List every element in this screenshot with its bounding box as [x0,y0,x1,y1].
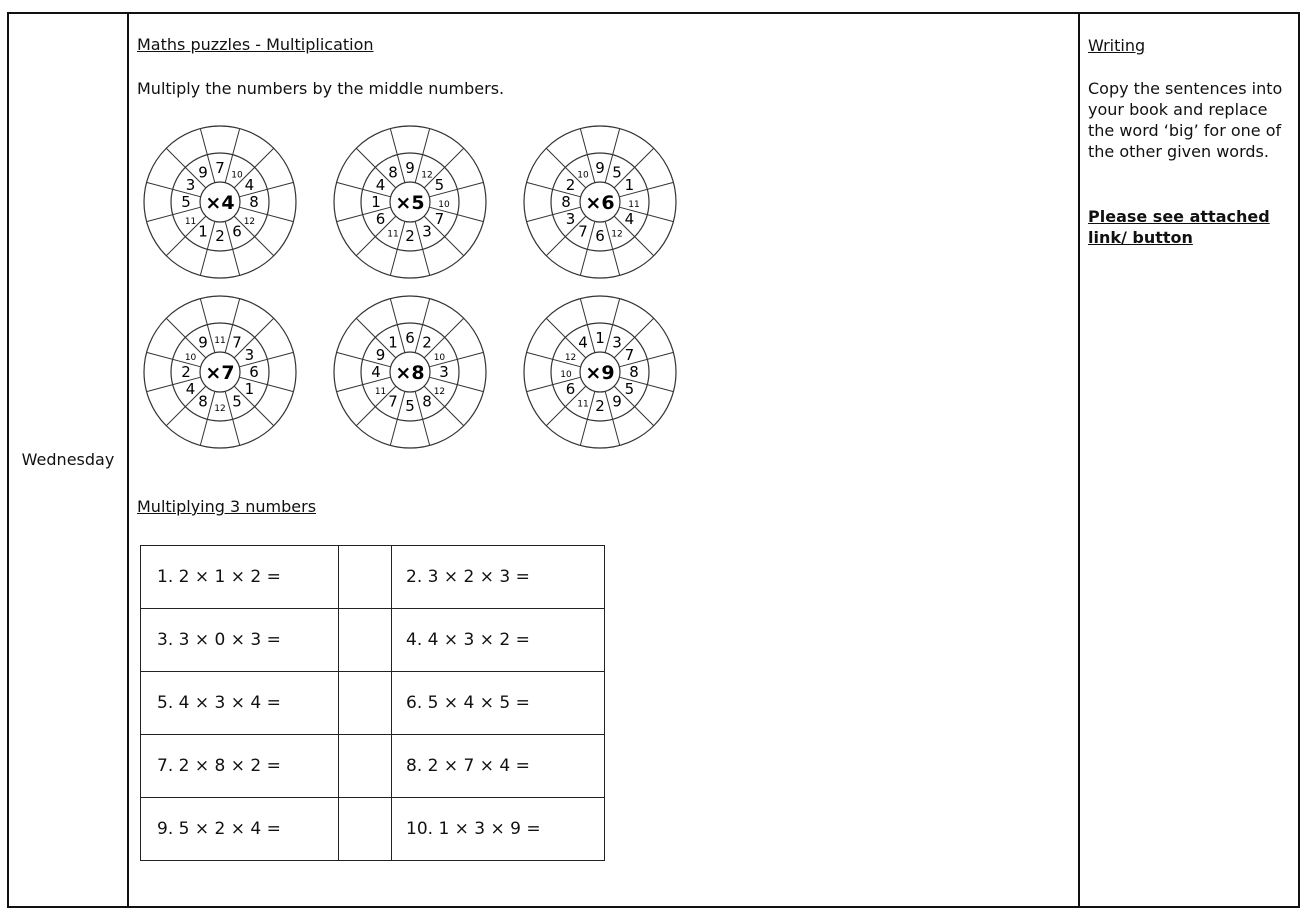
writing-instructions: Copy the sentences into your book and replace the word ‘big’ for one of the other given words. [1088,79,1283,161]
day-label: Wednesday [21,450,115,469]
wheel-number: 1 [388,333,398,352]
table-row [141,609,605,672]
wheel-number: 2 [181,363,191,381]
wheel-number: 4 [185,380,196,398]
wheel [144,296,296,448]
wheel-number: 8 [629,363,639,381]
question-cell: 2. 3 × 2 × 3 = [392,546,605,609]
wheel-number: 1 [198,222,208,241]
wheel-number: 4 [578,333,588,352]
wheel-number: 1 [371,193,381,211]
wheel-number: 1 [595,329,605,347]
table-border-right [1298,12,1300,908]
column-divider-2 [1078,12,1080,908]
wheel-number: 5 [181,193,191,211]
wheel-number: 7 [624,346,635,364]
multiplying-subheading: Multiplying 3 numbers [137,497,317,516]
wheel-number: 6 [565,380,576,398]
wheel-number: 8 [561,193,571,211]
answer-cell[interactable] [339,546,392,609]
wheel-number: 11 [214,336,226,346]
wheel-number: 2 [405,227,415,245]
wheel-number: 2 [215,227,225,245]
wheel-number: 2 [595,397,605,415]
attached-link[interactable]: Please see attached link/ button [1088,207,1270,247]
wheel-number: 12 [421,170,433,181]
wheel-number: 7 [232,333,242,352]
wheel-number: 2 [422,333,432,352]
wheel-number: 3 [612,333,622,352]
wheel-center: ×8 [395,362,425,384]
question-cell: 10. 1 × 3 × 9 = [392,798,605,861]
wheel-number: 4 [624,210,635,228]
wheel [524,296,676,448]
answer-cell[interactable] [339,735,392,798]
wheel-number: 7 [388,392,398,411]
answer-cell[interactable] [339,672,392,735]
wheel-number: 8 [388,163,398,182]
wheel-number: 7 [578,222,588,241]
question-cell: 7. 2 × 8 × 2 = [141,735,339,798]
wheel-number: 4 [375,176,386,194]
wheel-number: 6 [249,363,259,381]
wheel-number: 11 [577,399,589,410]
wheel-number: 12 [611,229,623,240]
wheel-number: 9 [198,163,208,182]
wheel-number: 1 [624,176,635,194]
answer-cell[interactable] [339,609,392,672]
question-cell: 4. 4 × 3 × 2 = [392,609,605,672]
wheel-number: 2 [565,176,576,194]
table-row [141,798,605,861]
wheel-number: 7 [434,210,445,228]
wheel-number: 9 [595,159,605,177]
wheel-number: 9 [375,346,386,364]
wheel-number: 3 [439,363,449,381]
writing-title: Writing [1088,36,1146,55]
maths-instruction: Multiply the numbers by the middle numbers. [137,79,505,98]
question-cell: 6. 5 × 4 × 5 = [392,672,605,735]
wheel [144,126,296,278]
wheel-number: 6 [375,210,386,228]
wheel-number: 9 [405,159,415,177]
wheel-number: 12 [564,353,577,363]
wheel-number: 9 [198,333,208,352]
question-cell: 5. 4 × 3 × 4 = [141,672,339,735]
wheel-number: 11 [387,229,399,240]
wheel-number: 11 [374,387,387,397]
wheel-number: 10 [433,353,446,363]
wheel-number: 5 [232,392,242,411]
wheel [334,296,486,448]
question-cell: 9. 5 × 2 × 4 = [141,798,339,861]
multiplication-wheels [130,118,690,458]
wheel-number: 11 [628,200,640,210]
wheel-number: 4 [244,176,255,194]
wheel-number: 5 [612,163,622,182]
wheel-number: 7 [215,159,225,177]
wheel-number: 10 [577,170,589,181]
wheel-center: ×7 [205,362,235,384]
question-cell: 1. 2 × 1 × 2 = [141,546,339,609]
wheel-number: 10 [560,370,572,380]
table-border-top [8,12,1299,14]
wheel [334,126,486,278]
wheel-number: 10 [184,353,197,363]
wheel-number: 3 [244,346,255,364]
wheel-number: 3 [185,176,196,194]
question-cell: 8. 2 × 7 × 4 = [392,735,605,798]
multiplication-table [140,545,605,861]
table-row [141,546,605,609]
wheel-center: ×9 [585,362,615,384]
wheel-number: 1 [244,380,255,398]
wheel-number: 5 [624,380,635,398]
wheel-number: 12 [243,217,256,227]
wheel-center: ×4 [205,192,235,214]
wheel-center: ×6 [585,192,615,214]
table-row [141,735,605,798]
wheel-number: 9 [612,392,622,411]
wheel-number: 6 [232,222,242,241]
wheel-number: 5 [434,176,445,194]
wheel-number: 5 [405,397,415,415]
wheel-number: 6 [595,227,605,245]
wheel-number: 6 [405,329,415,347]
wheel-number: 8 [422,392,432,411]
wheel-number: 11 [184,217,197,227]
wheel-number: 10 [231,170,243,181]
maths-title: Maths puzzles - Multiplication [137,35,374,54]
wheel-number: 12 [433,387,446,397]
table-border-bottom [8,906,1299,908]
wheel [524,126,676,278]
table-row [141,672,605,735]
wheel-number: 8 [249,193,259,211]
wheel-number: 4 [371,363,381,381]
wheel-number: 3 [565,210,576,228]
question-cell: 3. 3 × 0 × 3 = [141,609,339,672]
wheel-number: 10 [438,200,450,210]
wheel-number: 8 [198,392,208,411]
wheel-number: 12 [214,404,226,414]
answer-cell[interactable] [339,798,392,861]
wheel-center: ×5 [395,192,425,214]
wheel-number: 3 [422,222,432,241]
